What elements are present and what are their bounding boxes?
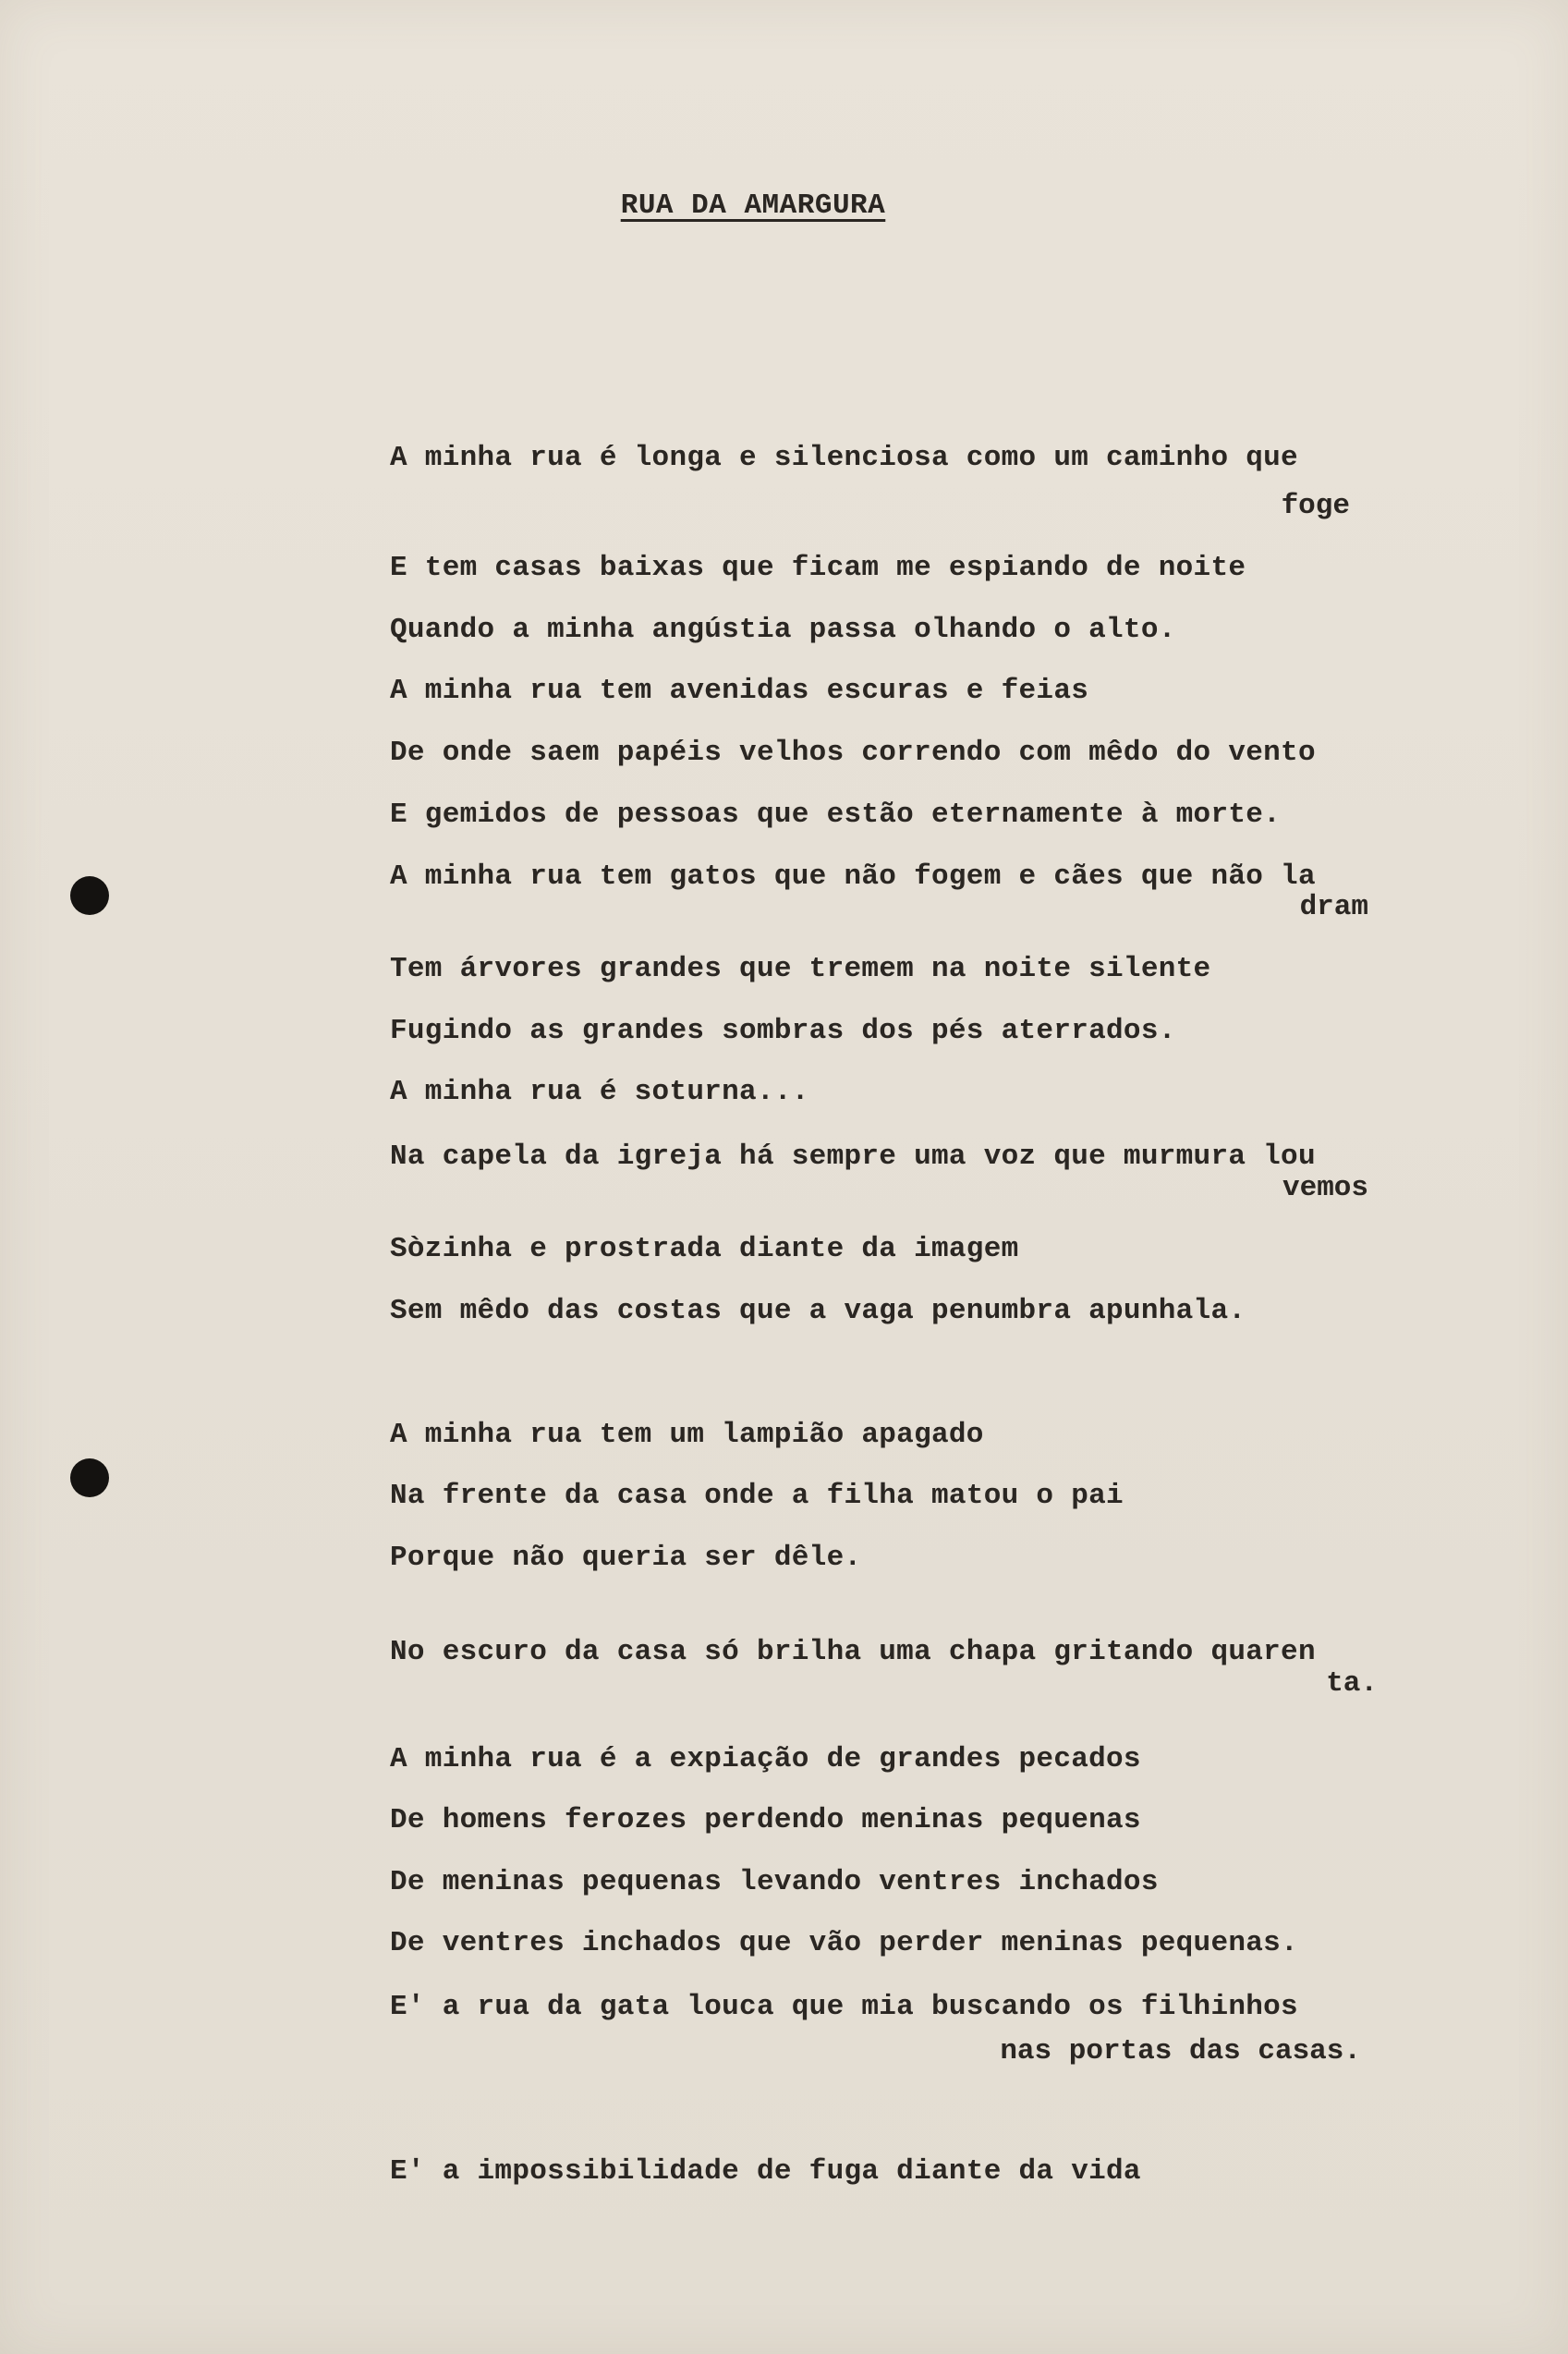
- punch-hole: [70, 1458, 109, 1497]
- verse-line: A minha rua é soturna...: [390, 1076, 809, 1108]
- verse-continuation: nas portas das casas.: [1000, 2035, 1361, 2067]
- verse-continuation: vemos: [1282, 1172, 1368, 1204]
- verse-line: E tem casas baixas que ficam me espiando de noite: [390, 552, 1246, 584]
- verse-line: A minha rua é a expiação de grandes pecados: [390, 1743, 1141, 1775]
- verse-line: De meninas pequenas levando ventres inchados: [390, 1866, 1159, 1898]
- verse-line: De onde saem papéis velhos correndo com mêdo do vento: [390, 737, 1316, 769]
- verse-continuation: foge: [1281, 490, 1350, 522]
- verse-line: E' a impossibilidade de fuga diante da vida: [390, 2155, 1141, 2188]
- verse-line: Quando a minha angústia passa olhando o alto.: [390, 614, 1176, 646]
- verse-line: De ventres inchados que vão perder meninas pequenas.: [390, 1927, 1298, 1959]
- verse-line: No escuro da casa só brilha uma chapa gritando quaren: [390, 1636, 1316, 1668]
- punch-hole: [70, 876, 109, 915]
- verse-line: De homens ferozes perdendo meninas pequenas: [390, 1804, 1141, 1836]
- verse-line: A minha rua tem avenidas escuras e feias: [390, 675, 1089, 707]
- verse-line: A minha rua é longa e silenciosa como um caminho que: [390, 442, 1298, 474]
- verse-line: E' a rua da gata louca que mia buscando os filhinhos: [390, 1991, 1298, 2023]
- verse-continuation: dram: [1299, 891, 1368, 923]
- verse-line: Sòzinha e prostrada diante da imagem: [390, 1233, 1019, 1265]
- verse-line: Sem mêdo das costas que a vaga penumbra apunhala.: [390, 1295, 1246, 1327]
- verse-line: A minha rua tem gatos que não fogem e cães que não la: [390, 860, 1316, 893]
- verse-line: Na capela da igreja há sempre uma voz que murmura lou: [390, 1140, 1316, 1173]
- verse-line: E gemidos de pessoas que estão eternamente à morte.: [390, 799, 1282, 831]
- verse-line: A minha rua tem um lampião apagado: [390, 1419, 984, 1451]
- verse-line: Tem árvores grandes que tremem na noite silente: [390, 953, 1211, 985]
- poem-title: RUA DA AMARGURA: [620, 189, 886, 222]
- verse-line: Porque não queria ser dêle.: [390, 1542, 862, 1574]
- verse-line: Fugindo as grandes sombras dos pés aterrados.: [390, 1015, 1176, 1047]
- verse-line: Na frente da casa onde a filha matou o pai: [390, 1480, 1124, 1512]
- verse-continuation: ta.: [1326, 1667, 1378, 1700]
